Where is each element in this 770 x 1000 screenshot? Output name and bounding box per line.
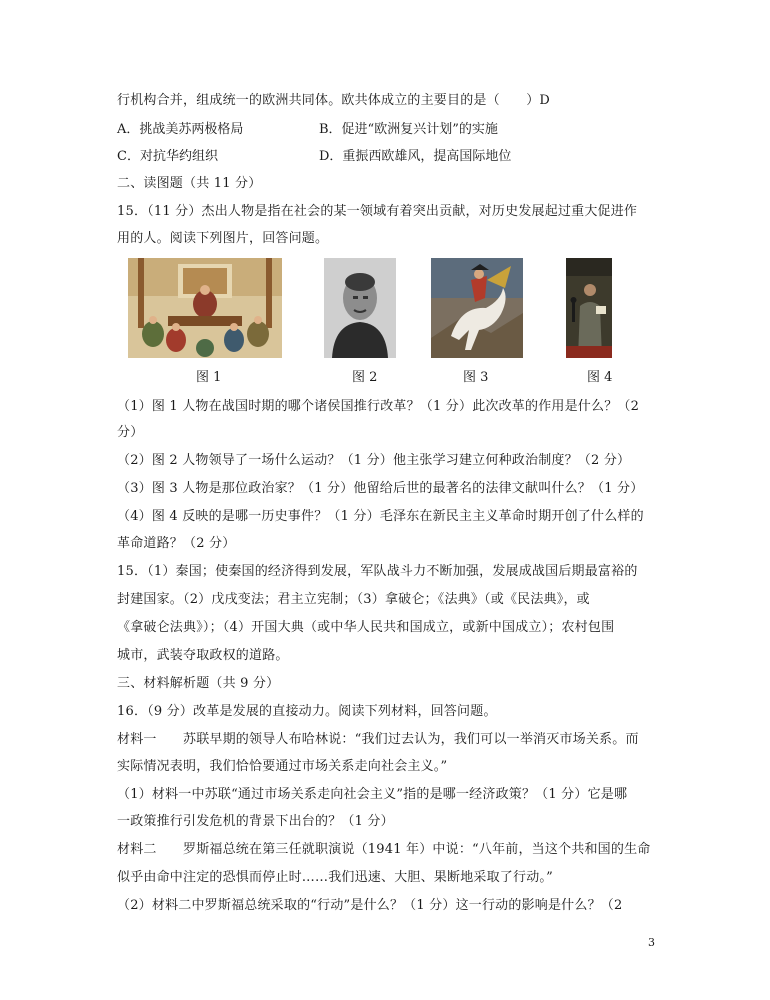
q15-stem-line2: 用的人。阅读下列图片，回答问题。 bbox=[117, 231, 329, 246]
q15-answer-line1: 15．（1）秦国；使秦国的经济得到发展，军队战斗力不断加强，发展成战国后期最富裕的 bbox=[117, 564, 638, 579]
q15-answer-line2: 封建国家。（2）戊戌变法；君主立宪制；（3）拿破仑；《法典》（或《民法典》，或 bbox=[117, 592, 590, 607]
figure-4-image bbox=[566, 258, 612, 358]
q16-material1-line2: 实际情况表明，我们恰恰要通过市场关系走向社会主义。” bbox=[117, 759, 448, 774]
q15-stem-line1: 15．（11 分）杰出人物是指在社会的某一领域有着突出贡献，对历史发展起过重大促进作 bbox=[117, 204, 638, 219]
figure-1-caption: 图 1 bbox=[196, 370, 222, 385]
q14-option-d: D．重振西欧雄风，提高国际地位 bbox=[319, 149, 512, 164]
q14-option-a: A．挑战美苏两极格局 bbox=[117, 122, 244, 137]
q15-answer-line3: 《拿破仑法典》）；（4）开国大典（或中华人民共和国成立，或新中国成立）；农村包围 bbox=[117, 620, 615, 635]
section3-heading: 三、材料解析题（共 9 分） bbox=[117, 676, 280, 691]
figure-3-image bbox=[431, 258, 523, 358]
q16-sub1-line1: （1）材料一中苏联“通过市场关系走向社会主义”指的是哪一经济政策？（1 分）它是哪 bbox=[117, 787, 628, 802]
q15-sub1-line2: 分） bbox=[117, 425, 144, 440]
figure-1-image bbox=[128, 258, 282, 358]
q16-sub1-line2: 一政策推行引发危机的背景下出台的？（1 分） bbox=[117, 814, 394, 829]
q15-sub1-line1: （1）图 1 人物在战国时期的哪个诸侯国推行改革？（1 分）此次改革的作用是什么？（2 bbox=[117, 399, 640, 414]
q16-material2-line2: 似乎由命中注定的恐惧而停止时……我们迅速、大胆、果断地采取了行动。” bbox=[117, 870, 553, 885]
q14-option-b: B．促进“欧洲复兴计划”的实施 bbox=[319, 122, 498, 137]
page-number: 3 bbox=[648, 936, 655, 949]
q15-sub4-line2: 革命道路？（2 分） bbox=[117, 536, 236, 551]
q15-sub4-line1: （4）图 4 反映的是哪一历史事件？（1 分）毛泽东在新民主主义革命时期开创了什么样的 bbox=[117, 509, 644, 524]
q15-answer-line4: 城市，武装夺取政权的道路。 bbox=[117, 648, 289, 663]
section2-heading: 二、读图题（共 11 分） bbox=[117, 176, 262, 191]
q14-tail: 行机构合并，组成统一的欧洲共同体。欧共体成立的主要目的是（ ）D bbox=[117, 93, 551, 108]
q16-material1-line1: 材料一 苏联早期的领导人布哈林说：“我们过去认为，我们可以一举消灭市场关系。而 bbox=[117, 732, 639, 747]
figure-4-caption: 图 4 bbox=[587, 370, 613, 385]
figure-3-caption: 图 3 bbox=[463, 370, 489, 385]
q15-sub2: （2）图 2 人物领导了一场什么运动？（1 分）他主张学习建立何种政治制度？（2 分） bbox=[117, 453, 631, 468]
q16-stem: 16．（9 分）改革是发展的直接动力。阅读下列材料，回答问题。 bbox=[117, 704, 497, 719]
figure-2-caption: 图 2 bbox=[352, 370, 378, 385]
q16-sub2-line1: （2）材料二中罗斯福总统采取的“行动”是什么？（1 分）这一行动的影响是什么？（2 bbox=[117, 898, 623, 913]
q15-sub3: （3）图 3 人物是那位政治家？（1 分）他留给后世的最著名的法律文献叫什么？（1 分） bbox=[117, 481, 644, 496]
q14-option-c: C．对抗华约组织 bbox=[117, 149, 218, 164]
q16-material2-line1: 材料二 罗斯福总统在第三任就职演说（1941 年）中说：“八年前，当这个共和国的生命 bbox=[117, 842, 651, 857]
figure-2-image bbox=[324, 258, 396, 358]
